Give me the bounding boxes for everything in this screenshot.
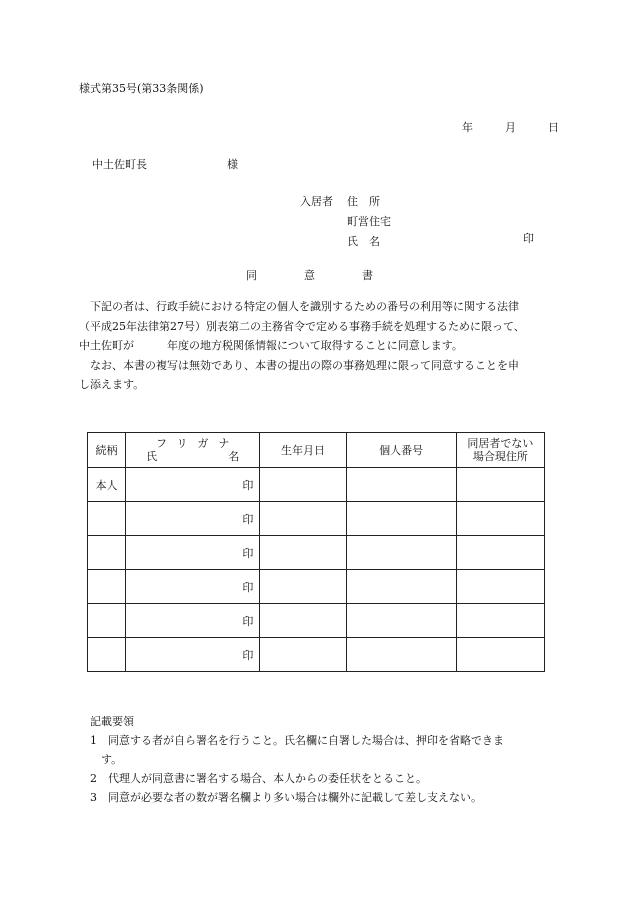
seal-mark: 印 [242,546,254,560]
header-address-line1: 同居者でない [467,437,534,450]
name-cell[interactable] [126,604,260,638]
name-cell[interactable] [126,468,260,502]
body-line: し添えます。 [79,378,145,391]
header-name [126,433,260,468]
document-title [246,267,420,283]
table-row [88,468,545,502]
relation-cell[interactable]: 本人 [88,468,126,502]
instruction-item-continued: す。 [90,753,123,766]
name-cell[interactable] [126,570,260,604]
table-row [88,638,545,672]
title-char-1: 同 [246,269,257,282]
seal-mark: 印 [242,648,254,662]
relation-cell[interactable] [88,536,126,570]
seal-mark: 印 [242,512,254,526]
name-cell[interactable] [126,638,260,672]
personal-number-cell[interactable] [346,570,456,604]
table-row [88,536,545,570]
address-cell[interactable] [456,536,544,570]
address-cell[interactable] [456,604,544,638]
birthdate-cell[interactable] [260,638,346,672]
address-cell[interactable] [456,638,544,672]
form-number: 様式第35号(第33条関係) [79,82,204,95]
consent-text [79,297,549,395]
header-furigana: フリガナ [155,437,240,450]
address-cell[interactable] [456,502,544,536]
birthdate-cell[interactable] [260,536,346,570]
addressee-honorific: 様 [227,158,238,171]
header-relation: 続柄 [88,433,126,468]
table-header-row [88,433,545,468]
signatory-table [87,432,545,672]
birthdate-cell[interactable] [260,502,346,536]
birthdate-cell[interactable] [260,468,346,502]
header-birthdate: 生年月日 [260,433,346,468]
addressee [92,156,238,172]
header-name-given: 名 [228,450,240,463]
name-label: 氏 名 [347,235,380,248]
header-personal-number: 個人番号 [346,433,456,468]
body-line: （平成25年法律第27号）別表第二の主務省令で定める事務手続を処理するために限って、 [79,319,525,333]
personal-number-cell[interactable] [346,502,456,536]
body-line: 中土佐町が 年度の地方税関係情報について取得することに同意します。 [79,339,463,352]
instructions-heading: 記載要領 [90,715,134,728]
header-name-family: 氏 [146,450,158,463]
instruction-item: 2 代理人が同意書に署名する場合、本人からの委任状をとること。 [90,772,427,785]
name-cell[interactable] [126,502,260,536]
header-address-line2: 場合現住所 [472,450,528,463]
birthdate-cell[interactable] [260,570,346,604]
personal-number-cell[interactable] [346,536,456,570]
housing-label: 町営住宅 [347,215,391,228]
title-char-2: 意 [304,269,315,282]
birthdate-cell[interactable] [260,604,346,638]
year-label: 年 [462,121,473,134]
table-row [88,604,545,638]
instruction-item: 1 同意する者が自ら署名を行うこと。氏名欄に自署した場合は、押印を省略できま [90,734,504,747]
relation-cell[interactable] [88,570,126,604]
body-line: なお、本書の複写は無効であり、本書の提出の際の事務処理に限って同意することを申 [79,358,519,372]
instructions [90,712,504,807]
applicant-label: 入居者 [300,195,333,208]
relation-cell[interactable] [88,604,126,638]
month-label: 月 [505,121,516,134]
relation-cell[interactable] [88,638,126,672]
personal-number-cell[interactable] [346,604,456,638]
header-address [456,433,544,468]
applicant-block [300,192,391,252]
instruction-item: 3 同意が必要な者の数が署名欄より多い場合は欄外に記載して差し支えない。 [90,791,482,804]
seal-mark: 印 [242,580,254,594]
address-label: 住 所 [347,195,380,208]
seal-mark: 印 [242,614,254,628]
name-cell[interactable] [126,536,260,570]
addressee-name: 中土佐町長 [92,158,147,171]
personal-number-cell[interactable] [346,468,456,502]
date-line [462,119,559,135]
table-row [88,570,545,604]
address-cell[interactable] [456,570,544,604]
applicant-seal: 印 [523,232,534,245]
address-cell[interactable] [456,468,544,502]
body-line: 下記の者は、行政手続における特定の個人を識別するための番号の利用等に関する法律 [79,300,519,313]
day-label: 日 [548,121,559,134]
table-row [88,502,545,536]
relation-cell[interactable] [88,502,126,536]
personal-number-cell[interactable] [346,638,456,672]
title-char-3: 書 [362,269,373,282]
seal-mark: 印 [242,478,254,492]
